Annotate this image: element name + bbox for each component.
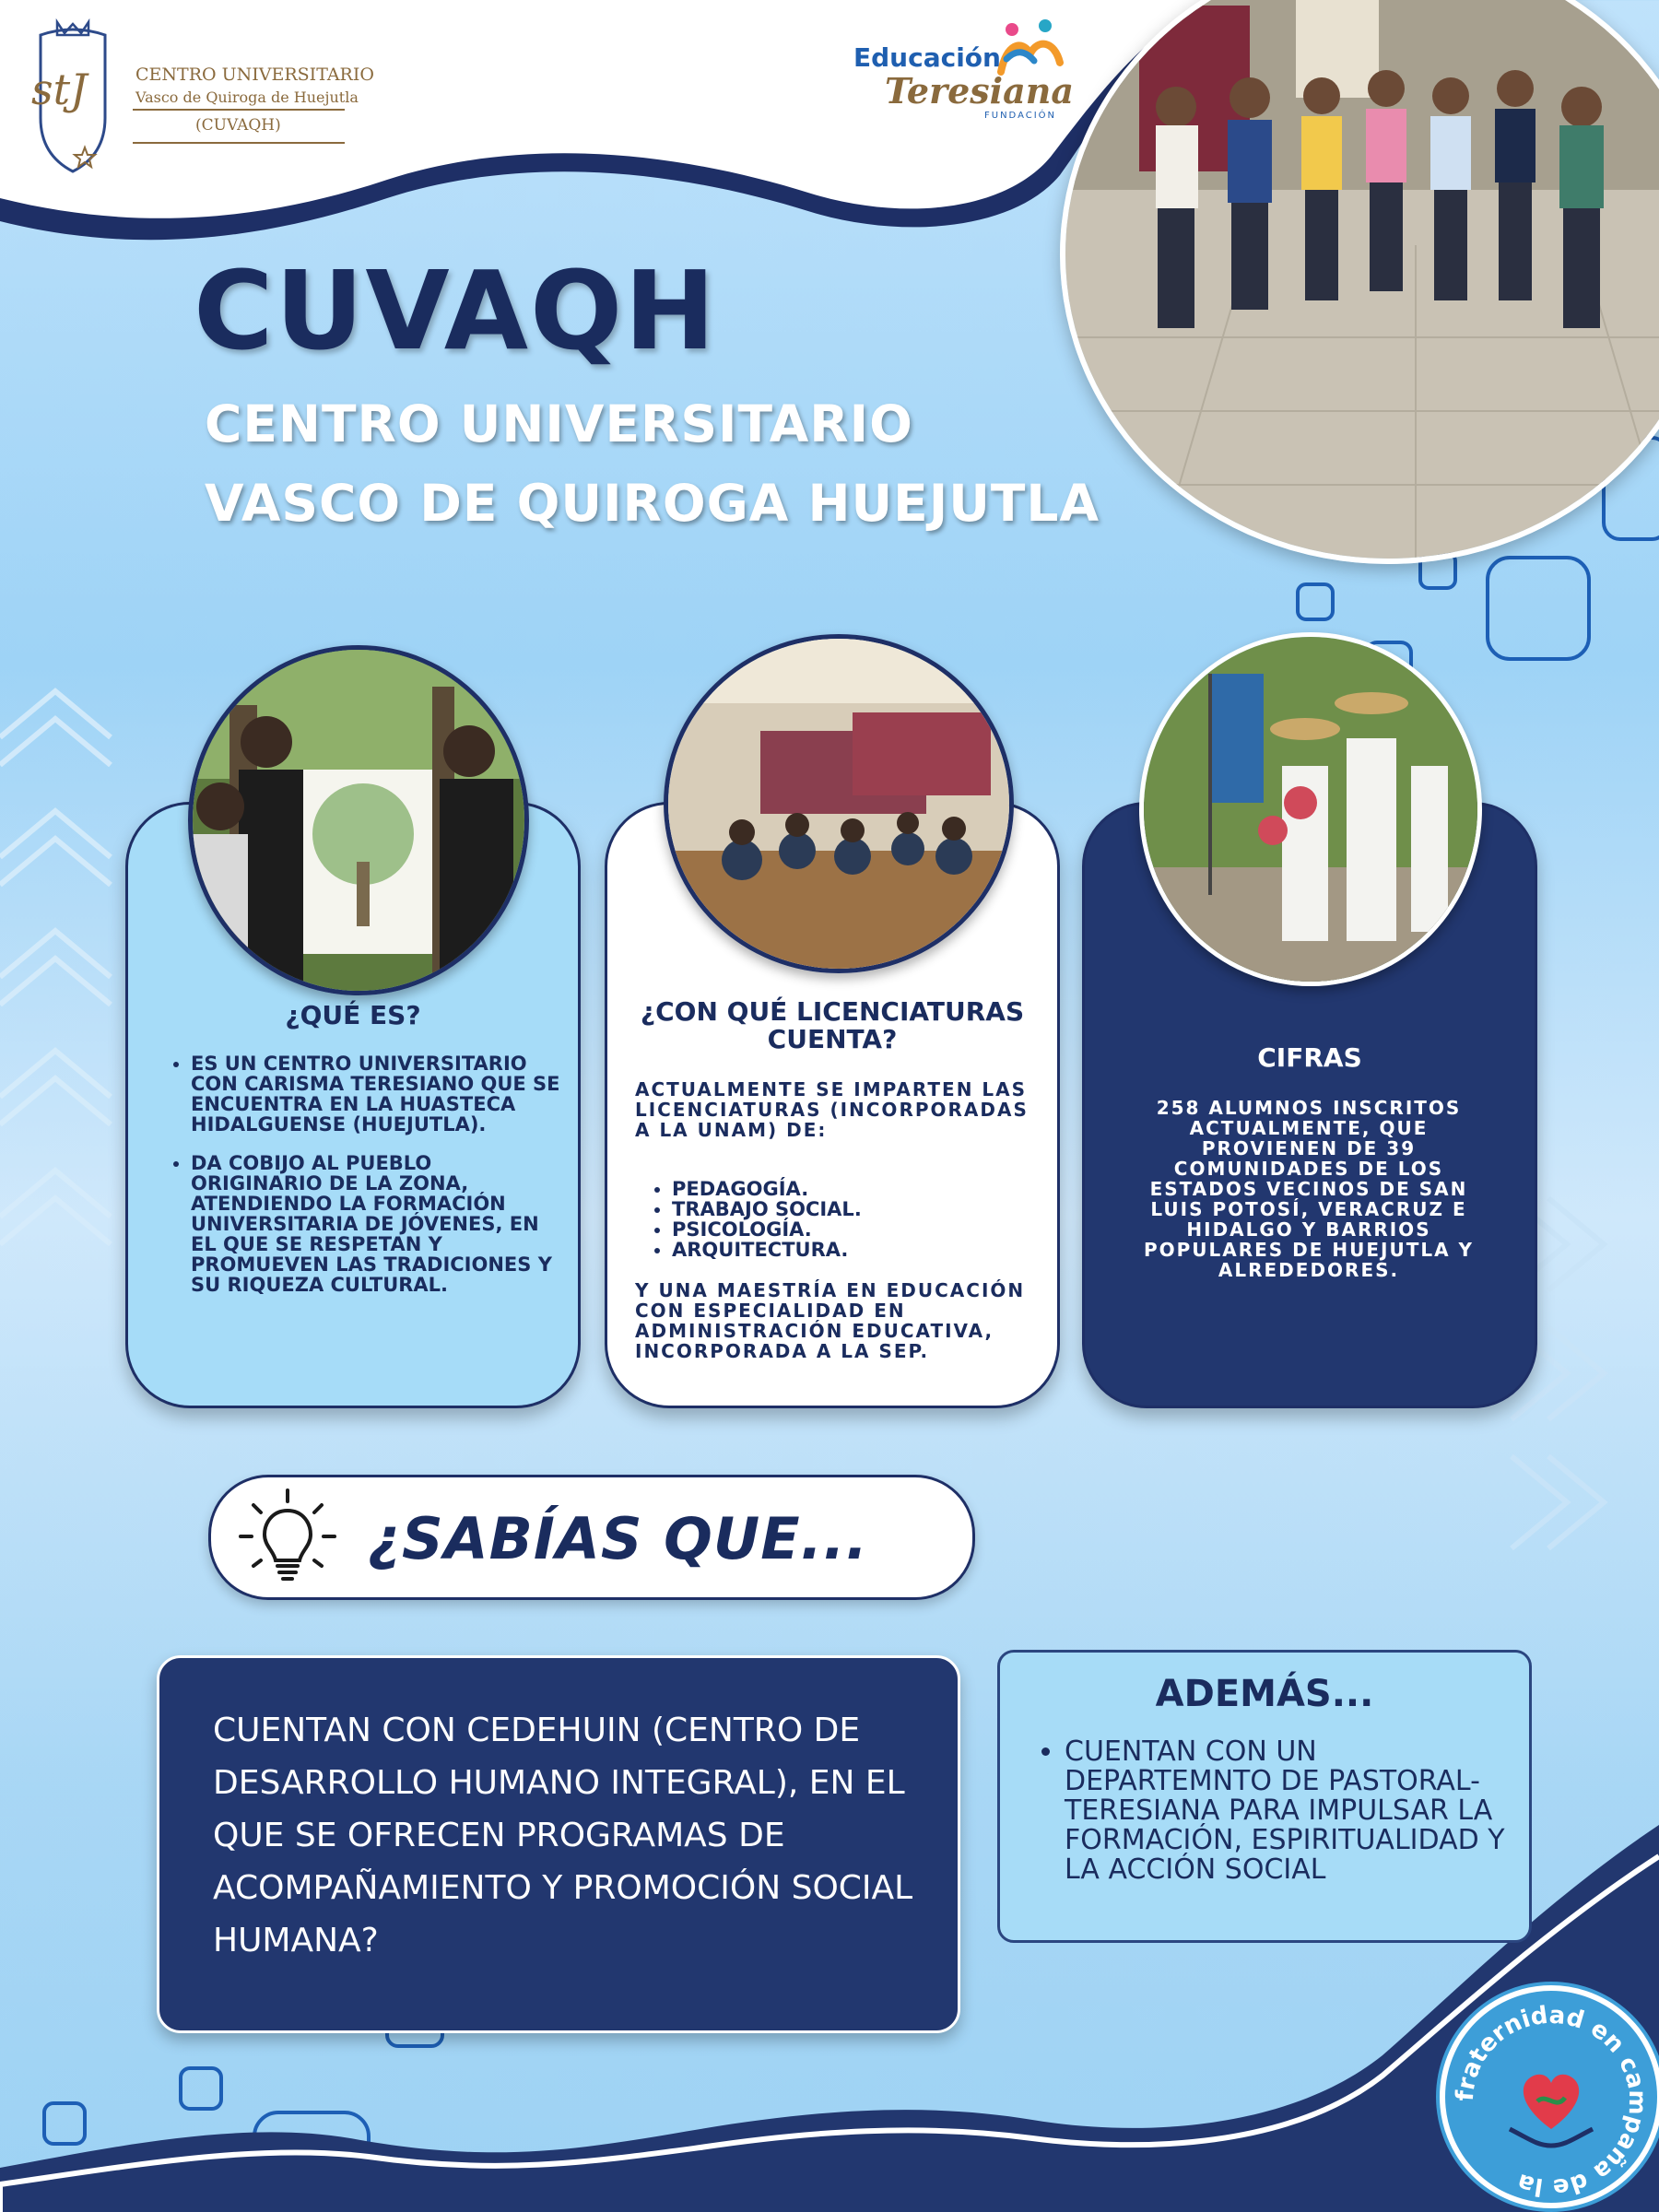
ademas-box <box>997 1650 1532 1943</box>
logo-line-2: Vasco de Quiroga de Huejutla <box>135 88 359 106</box>
logo-right-line-1: Educación <box>853 42 1001 73</box>
card-bullet-list <box>635 1179 1022 1260</box>
logo-divider <box>133 109 345 111</box>
page-subtitle-line-2: VASCO DE QUIROGA HUEJUTLA <box>205 474 1100 533</box>
list-item: • TRABAJO SOCIAL. <box>672 1199 1022 1219</box>
page-title: CUVAQH <box>194 247 718 374</box>
page-subtitle-line-1: CENTRO UNIVERSITARIO <box>205 394 913 453</box>
logo-line-3: (CUVAQH) <box>195 116 281 135</box>
fraternidad-badge <box>1440 1985 1659 2208</box>
card-heading: ¿QUÉ ES? <box>285 1000 421 1030</box>
logo-monogram: stJ <box>31 65 88 114</box>
people-figures-icon <box>994 17 1067 81</box>
card-text: 258 ALUMNOS INSCRITOS ACTUALMENTE, QUE PROVIENEN DE 39 COMUNIDADES DE LOS ESTADOS VECINOS DE SAN LUIS POTOSÍ, VERACRUZ E HIDALGO Y BARRIOS POPULARES DE HUEJUTLA Y ALREDEDORES. <box>1143 1097 1475 1281</box>
educacion-teresiana-logo <box>846 9 1074 121</box>
list-item: • ARQUITECTURA. <box>672 1240 1022 1260</box>
logo-right-line-2: Teresiana <box>885 70 1074 112</box>
sabias-que-title: ¿SABÍAS QUE... <box>368 1505 869 1572</box>
card-outro: Y UNA MAESTRÍA EN EDUCACIÓN CON ESPECIALIDAD EN ADMINISTRACIÓN EDUCATIVA, INCORPORADA A LA SEP. <box>635 1279 1026 1362</box>
card-intro: ACTUALMENTE SE IMPARTEN LAS LICENCIATURAS (INCORPORADAS A LA UNAM) DE: <box>635 1078 1029 1141</box>
lightbulb-icon <box>237 1487 338 1588</box>
classroom-photo <box>664 634 1014 973</box>
ademas-bullet-list <box>1039 1737 1525 1903</box>
students-tree-photo <box>188 645 529 995</box>
card-heading: ¿CON QUÉ LICENCIATURAS CUENTA? <box>640 996 1025 1054</box>
card-bullet-list <box>165 1053 569 1313</box>
logo-right-line-3: FUNDACIÓN <box>984 111 1057 121</box>
traditional-dance-photo <box>1139 632 1482 986</box>
list-item: • CUENTAN CON UN DEPARTEMNTO DE PASTORAL- TERESIANA PARA IMPULSAR LA FORMACIÓN, ESPIRITUALIDAD Y LA ACCIÓN SOCIAL <box>1065 1737 1525 1885</box>
logo-line-1: CENTRO UNIVERSITARIO <box>135 65 374 85</box>
sabias-que-banner <box>208 1475 975 1600</box>
heart-hands-icon <box>1510 2075 1593 2146</box>
badge-text: fraternidad en campaña de la <box>1451 2001 1652 2202</box>
logo-divider <box>133 142 345 144</box>
list-item: • PSICOLOGÍA. <box>672 1219 1022 1240</box>
cedehuin-text: CUENTAN CON CEDEHUIN (CENTRO DE DESARROLLO HUMANO INTEGRAL), EN EL QUE SE OFRECEN PROGRAMAS DE ACOMPAÑAMIENTO Y PROMOCIÓN SOCIAL HUMANA? <box>213 1712 913 1959</box>
list-item: • ES UN CENTRO UNIVERSITARIO CON CARISMA TERESIANO QUE SE ENCUENTRA EN LA HUASTECA HIDALGUENSE (HUEJUTLA). <box>191 1053 569 1135</box>
cuvaqh-logo <box>20 17 374 182</box>
ademas-title: ADEMÁS... <box>1155 1673 1374 1715</box>
list-item: • PEDAGOGÍA. <box>672 1179 1022 1199</box>
cedehuin-box <box>157 1655 960 2033</box>
list-item: • DA COBIJO AL PUEBLO ORIGINARIO DE LA ZONA, ATENDIENDO LA FORMACIÓN UNIVERSITARIA DE JÓVENES, EN EL QUE SE RESPETAN Y PROMUEVEN LAS TRADICIONES Y SU RIQUEZA CULTURAL. <box>191 1153 569 1295</box>
card-heading: CIFRAS <box>1257 1042 1362 1073</box>
